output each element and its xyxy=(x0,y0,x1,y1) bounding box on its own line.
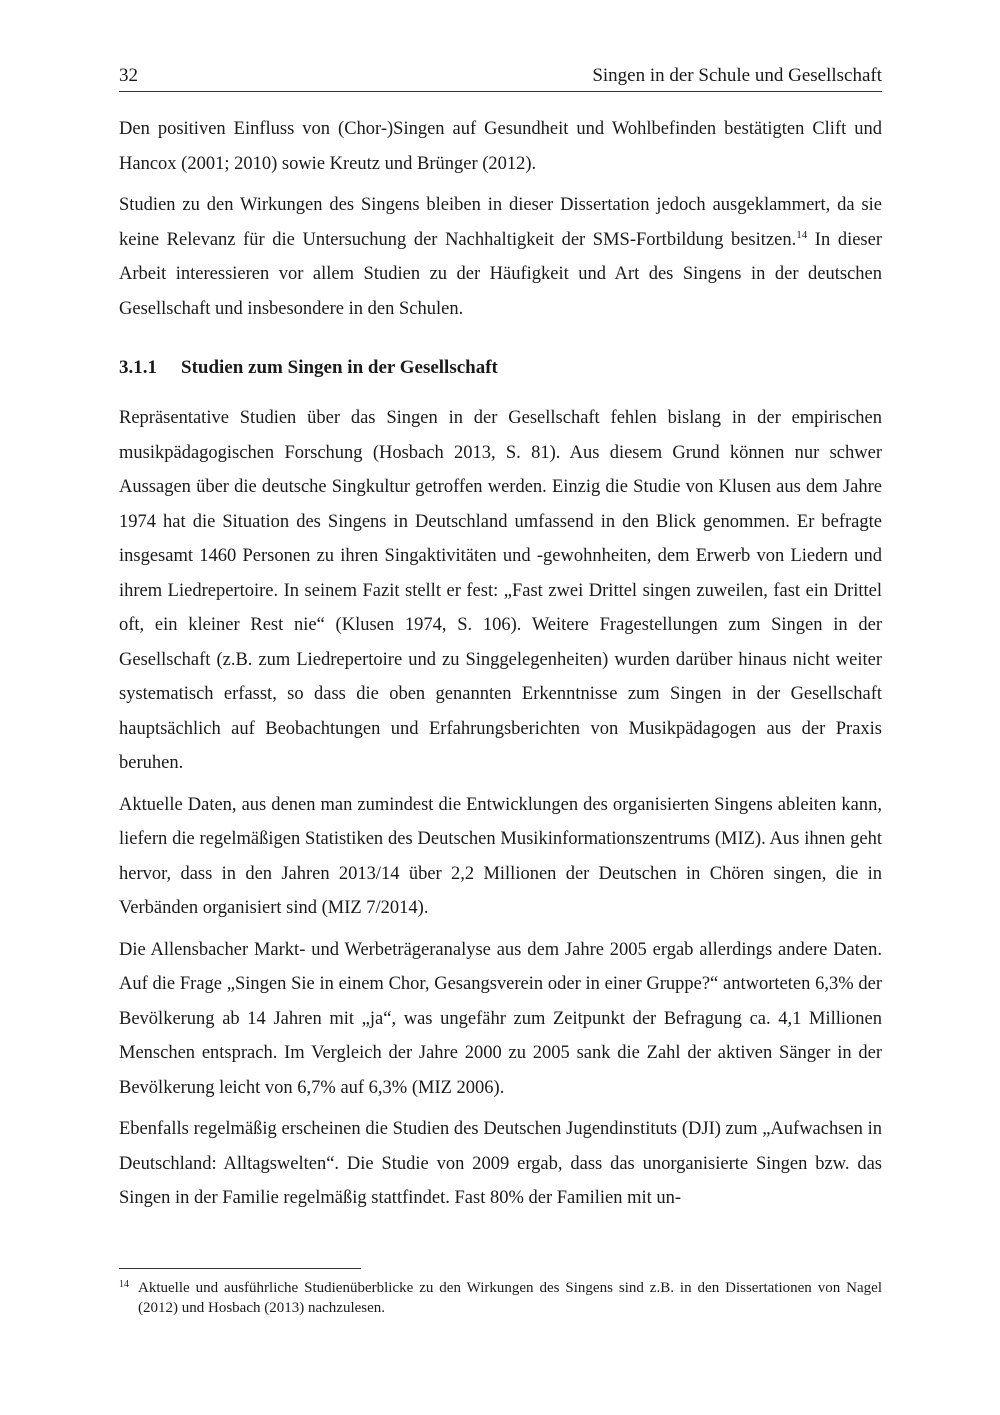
page-number: 32 xyxy=(119,65,138,86)
paragraph-representative-studies: Repräsentative Studien über das Singen in der Gesellschaft fehlen bislang in der empirischen musikpädagogischen Forschung (Hosbach 2013, S. 81). Aus diesem Grund können nur schwer Aussagen über die deutsche Singkultur getroffen werden. Einzig die Studie von Klusen aus dem Jahre 1974 hat die Situation des Singens in Deutschland umfassend in den Blick genommen. Er befragte insgesamt 1460 Personen zu ihren Singaktivitäten und -gewohnheiten, dem Erwerb von Liedern und ihrem Liedrepertoire. In seinem Fazit stellt er fest: „Fast zwei Drittel singen zuweilen, fast ein Drittel oft, ein kleiner Rest nie“ (Klusen 1974, S. 106). Weitere Fragestellungen zum Singen in der Gesellschaft (z.B. zum Liedrepertoire und zu Singgelegenheiten) wurden darüber hinaus nicht weiter systematisch erfasst, so dass die oben genannten Erkenntnisse zum Singen in der Gesellschaft hauptsächlich auf Beobachtungen und Erfahrungsberichten von Musikpädagogen aus der Praxis beruhen. xyxy=(119,408,882,773)
body-text xyxy=(119,112,882,1216)
footnote-text: Aktuelle und ausführliche Studienüberblicke zu den Wirkungen des Singens sind z.B. in den Dissertationen von Nagel (2012) und Hosbach (2013) nachzulesen. xyxy=(138,1280,882,1316)
footnote-reference[interactable]: 14 xyxy=(796,228,808,241)
paragraph-health: Den positiven Einfluss von (Chor-)Singen auf Gesundheit und Wohlbefinden bestätigten Clift und Hancox (2001; 2010) sowie Kreutz und Brünger (2012). xyxy=(119,119,882,174)
footnote xyxy=(119,1278,882,1318)
paragraph-excluded-studies xyxy=(119,188,882,326)
paragraph-text-after-footnote: In dieser Arbeit interessieren vor allem Studien zu der Häufigkeit und Art des Singens in der deutschen Gesellschaft und insbesondere in den Schulen. xyxy=(119,229,882,319)
footnote-marker: 14 xyxy=(119,1279,129,1290)
section-heading xyxy=(119,353,882,383)
section-number: 3.1.1 xyxy=(119,357,157,378)
page xyxy=(119,62,882,1223)
paragraph-miz-data: Aktuelle Daten, aus denen man zumindest die Entwicklungen des organisierten Singens ableiten kann, liefern die regelmäßigen Statistiken des Deutschen Musikinformationszentrums (MIZ). Aus ihnen geht hervor, dass in den Jahren 2013/14 über 2,2 Millionen der Deutschen in Chören singen, die in Verbänden organisiert sind (MIZ 7/2014). xyxy=(119,794,882,918)
footnote-divider xyxy=(119,1268,361,1269)
running-header xyxy=(119,62,882,92)
paragraph-text-before-footnote: Studien zu den Wirkungen des Singens bleiben in dieser Dissertation jedoch ausgeklammert, da sie keine Relevanz für die Untersuchung der Nachhaltigkeit der SMS-Fortbildung besitzen. xyxy=(119,195,882,250)
paragraph-dji-studies: Ebenfalls regelmäßig erscheinen die Studien des Deutschen Jugendinstituts (DJI) zum „Aufwachsen in Deutschland: Alltagswelten“. Die Studie von 2009 ergab, dass das unorganisierte Singen bzw. das Singen in der Familie regelmäßig stattfindet. Fast 80% der Familien mit un- xyxy=(119,1119,882,1208)
paragraph-allensbach: Die Allensbacher Markt- und Werbeträgeranalyse aus dem Jahre 2005 ergab allerdings andere Daten. Auf die Frage „Singen Sie in einem Chor, Gesangsverein oder in einer Gruppe?“ antworteten 6,3% der Bevölkerung ab 14 Jahren mit „ja“, was ungefähr zum Zeitpunkt der Befragung ca. 4,1 Millionen Menschen entsprach. Im Vergleich der Jahre 2000 zu 2005 sank die Zahl der aktiven Sänger in der Bevölkerung leicht von 6,7% auf 6,3% (MIZ 2006). xyxy=(119,939,882,1098)
section-title: Studien zum Singen in der Gesellschaft xyxy=(181,357,498,378)
running-title: Singen in der Schule und Gesellschaft xyxy=(592,65,882,86)
